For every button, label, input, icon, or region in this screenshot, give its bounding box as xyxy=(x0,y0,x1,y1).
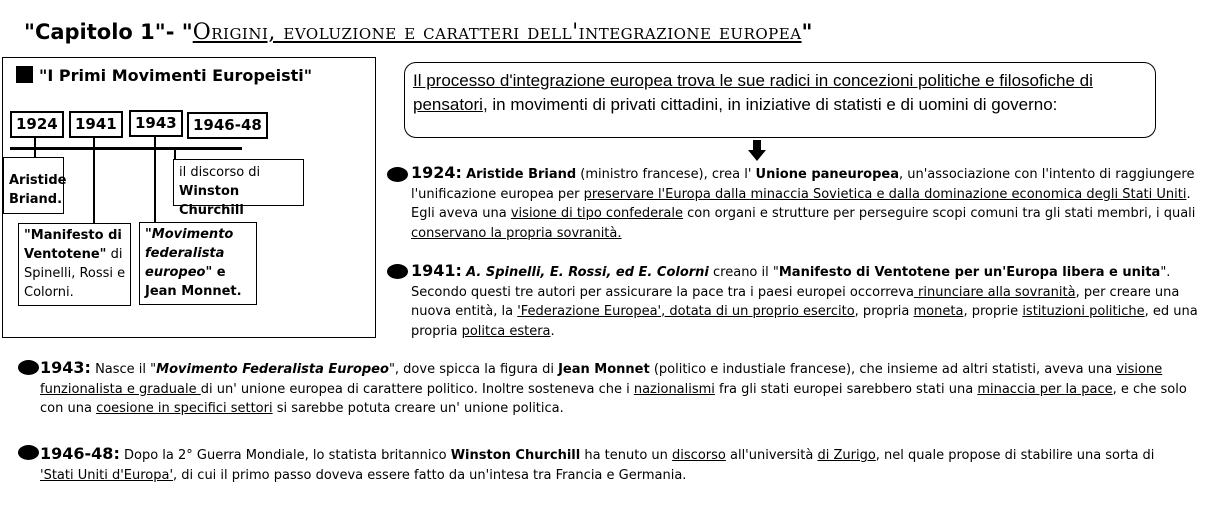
briand-box: Aristide Briand. xyxy=(3,157,64,214)
timeline-title: "I Primi Movimenti Europeisti" xyxy=(16,66,312,85)
year-box-1941: 1941 xyxy=(69,111,123,138)
section-1924: 1924: Aristide Briand (ministro francese), crea l' Unione paneuropea, un'associazione con l'intento di raggiungere l'unificazione europea per preservare l'Europa dalla minaccia Sovietica e dalla dominazione economica degli Stati Uniti. Egli aveva una visione di tipo confederale con organi e strutture per perseguire scopi comuni tra gli stati membri, i quali conservano la propria sovranità. xyxy=(411,163,1196,241)
connector-1943 xyxy=(154,137,156,224)
ventotene-box: "Manifesto di Ventotene" di Spinelli, Rossi e Colorni. xyxy=(18,223,131,306)
federalista-box: "Movimento federalista europeo" e Jean Monnet. xyxy=(139,222,257,305)
page-title: "Capitolo 1"- "Origini, evoluzione e caratteri dell'integrazione europea" xyxy=(24,20,813,45)
year-box-1943: 1943 xyxy=(129,110,183,137)
section-1943: 1943: Nasce il "Movimento Federalista Europeo", dove spicca la figura di Jean Monnet (politico e industiale francese), che insieme ad altri statisti, aveva una visione funzionalista e graduale di un' unione europea di carattere politico. Inoltre sosteneva che i nazionalismi fra gli stati europei sarebbero stati una minaccia per la pace, e che solo con una coesione in specifici settori si sarebbe potuta creare un' unione politica. xyxy=(40,358,1187,416)
title-main: Origini, evoluzione e caratteri dell'integrazione europea xyxy=(192,20,802,45)
arrow-down-icon xyxy=(747,140,767,162)
section-1946: 1946-48: Dopo la 2° Guerra Mondiale, lo statista britannico Winston Churchill ha tenuto un discorso all'università di Zurigo, nel quale propose di stabilire una sorta di 'Stati Uniti d'Europa', di cui il primo passo doveva essere fatto da un'intesa tra Francia e Germania. xyxy=(40,444,1155,483)
year-box-1924: 1924 xyxy=(10,111,64,138)
connector-1924 xyxy=(34,137,36,158)
connector-1941 xyxy=(93,137,95,224)
section-1941: 1941: A. Spinelli, E. Rossi, ed E. Colorni creano il "Manifesto di Ventotene per un'Europa libera e unita". Secondo questi tre autori per assicurare la pace tra i paesi europei occorreva rinunciare alla sovranità, per creare una nuova entità, la 'Federazione Europea', dotata di un proprio esercito, propria moneta, proprie istituzioni politiche, ed una propria politca estera. xyxy=(411,261,1198,339)
bullet-dot-icon xyxy=(387,167,408,182)
intro-bubble: Il processo d'integrazione europea trova le sue radici in concezioni politiche e filosofiche di pensatori, in movimenti di privati cittadini, in iniziative di statisti e di uomini di governo: xyxy=(404,62,1156,138)
bullet-dot-icon xyxy=(18,445,39,460)
bullet-dot-icon xyxy=(18,360,39,375)
square-bullet-icon xyxy=(16,66,33,83)
year-box-1946: 1946-48 xyxy=(187,112,268,139)
bullet-dot-icon xyxy=(387,264,408,279)
churchill-box: il discorso di Winston Churchill xyxy=(173,159,304,206)
timeline-axis xyxy=(10,147,242,150)
